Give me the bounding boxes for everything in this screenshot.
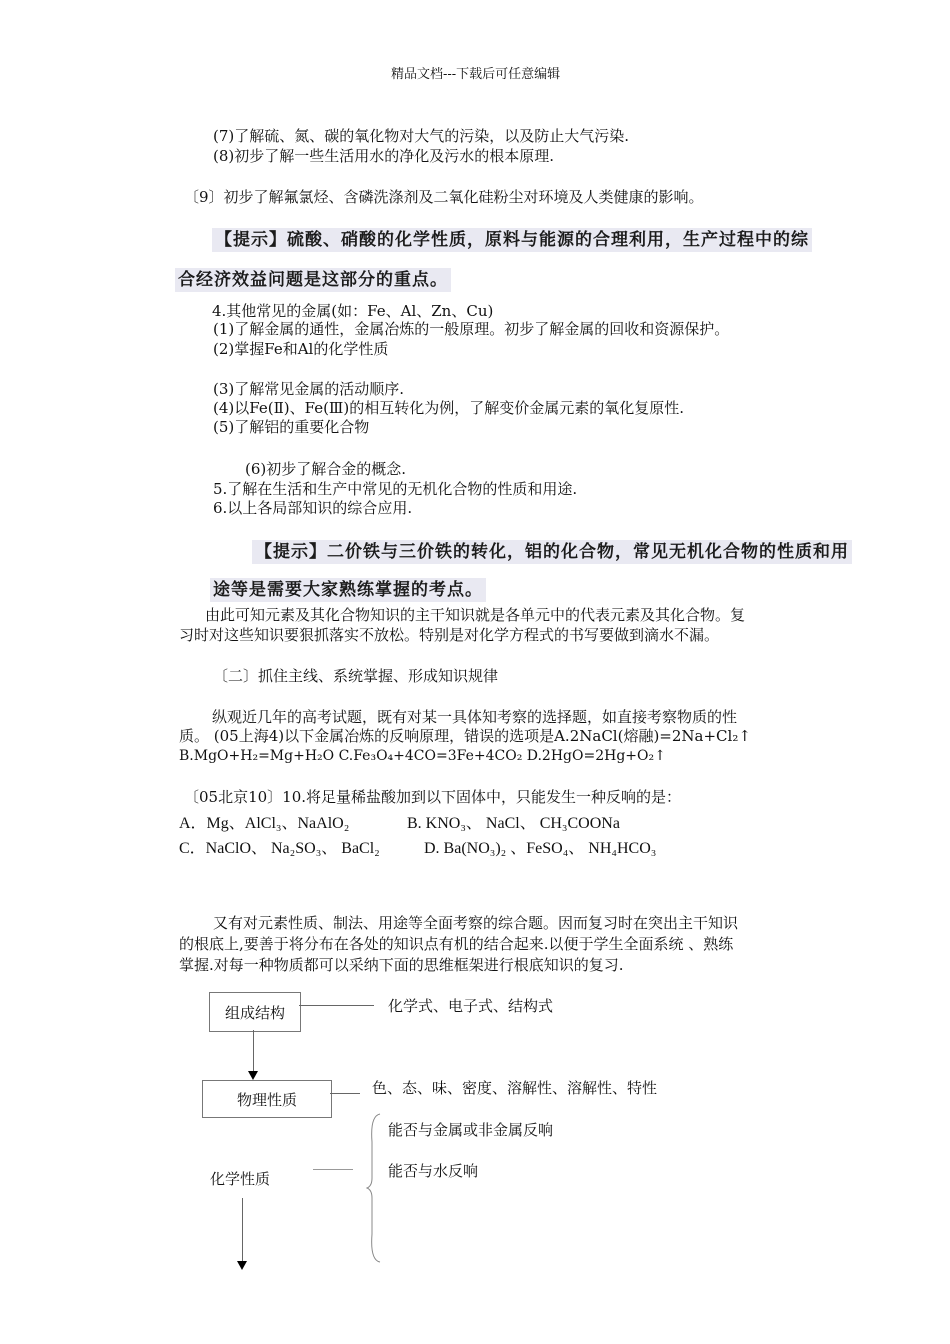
section-4-heading: 4.其他常见的金属(如：Fe、Al、Zn、Cu) [212,302,494,320]
paragraph-2-line-2: 质。 (05上海4)以下金属冶炼的反响原理，错误的选项是A.2NaCl(熔融)=2Na+Cl₂↑ [179,727,751,745]
connector-line-2 [330,1093,360,1094]
chemical-property-desc-2: 能否与水反响 [388,1162,479,1180]
brace-icon [366,1112,382,1264]
composition-structure-label: 组成结构 [224,1003,285,1022]
physical-properties-label: 物理性质 [236,1090,297,1109]
item-4-3: (3)了解常见金属的活动顺序. [213,380,405,398]
chemical-properties-label: 化学性质 [210,1170,271,1188]
paragraph-3-line-3: 掌握.对每一种物质都可以采纳下面的思维框架进行根底知识的复习. [179,956,624,974]
hint-2-line-1: 【提示】二价铁与三价铁的转化，铝的化合物，常见无机化合物的性质和用 [252,540,852,564]
section-6: 6.以上各局部知识的综合应用. [213,499,413,517]
paragraph-1-line-2: 习时对这些知识要狠抓落实不放松。特别是对化学方程式的书写要做到滴水不漏。 [179,626,720,644]
chemical-property-desc-1: 能否与金属或非金属反响 [388,1121,554,1139]
paragraph-3-line-2: 的根底上,要善于将分布在各处的知识点有机的结合起来.以便于学生全面系统 、熟练 [179,935,734,953]
item-4-2: (2)掌握Fe和Al的化学性质 [213,340,389,358]
option-c: C．NaClO、 Na₂SO₃、 BaCl₂ [179,840,380,857]
option-a: A．Mg、AlCl₃、NaAlO₂ [179,815,350,832]
paragraph-1-line-1: 由此可知元素及其化合物知识的主干知识就是各单元中的代表元素及其化合物。复 [205,606,746,624]
section-2-heading: 〔二〕抓住主线、系统掌握、形成知识规律 [213,667,499,685]
hint-1-line-1: 【提示】硫酸、硝酸的化学性质，原料与能源的合理利用，生产过程中的综 [212,228,812,252]
arrow-down-icon [248,1071,258,1080]
option-b: B. KNO₃、 NaCl、 CH₃COONa [407,815,620,832]
question-stem: 〔05北京10〕10.将足量稀盐酸加到以下固体中，只能发生一种反响的是： [184,788,682,806]
composition-structure-desc: 化学式、电子式、结构式 [388,997,554,1015]
arrow-down-icon-2 [237,1261,247,1270]
paragraph-2-line-3: B.MgO+H₂=Mg+H₂O C.Fe₃O₄+4CO=3Fe+4CO₂ D.2HgO=2Hg+O₂↑ [179,748,666,764]
physical-properties-box [202,1080,332,1118]
paragraph-2-line-1: 纵观近几年的高考试题，既有对某一具体知考察的选择题，如直接考察物质的性 [212,708,738,726]
composition-structure-box [209,992,301,1032]
paragraph-3-line-1: 又有对元素性质、制法、用途等全面考察的综合题。因而复习时在突出主干知识 [213,914,739,932]
page-header: 精品文档---下载后可任意编辑 [391,67,561,82]
connector-line-3 [313,1169,353,1170]
physical-properties-desc: 色、态、味、密度、溶解性、溶解性、特性 [372,1079,658,1097]
option-d: D. Ba(NO₃)₂ 、FeSO₄、 NH₄HCO₃ [424,840,657,857]
section-5: 5.了解在生活和生产中常见的无机化合物的性质和用途. [213,480,578,498]
hint-2-line-2: 途等是需要大家熟练掌握的考点。 [210,578,486,602]
item-9: 〔9〕初步了解氟氯烃、含磷洗涤剂及二氧化硅粉尘对环境及人类健康的影响。 [184,188,704,206]
vertical-line-1 [253,1030,254,1072]
item-4-1: (1)了解金属的通性，金属冶炼的一般原理。初步了解金属的回收和资源保护。 [213,320,730,338]
vertical-line-2 [242,1198,243,1262]
item-8: (8)初步了解一些生活用水的净化及污水的根本原理. [213,147,555,165]
connector-line-1 [299,1005,374,1006]
item-4-6: (6)初步了解合金的概念. [245,460,407,478]
item-4-4: (4)以Fe(Ⅱ)、Fe(Ⅲ)的相互转化为例，了解变价金属元素的氧化复原性. [213,399,685,417]
hint-1-line-2: 合经济效益问题是这部分的重点。 [175,268,451,292]
item-7: (7)了解硫、氮、碳的氧化物对大气的污染，以及防止大气污染. [213,127,630,145]
item-4-5: (5)了解铝的重要化合物 [213,418,370,436]
